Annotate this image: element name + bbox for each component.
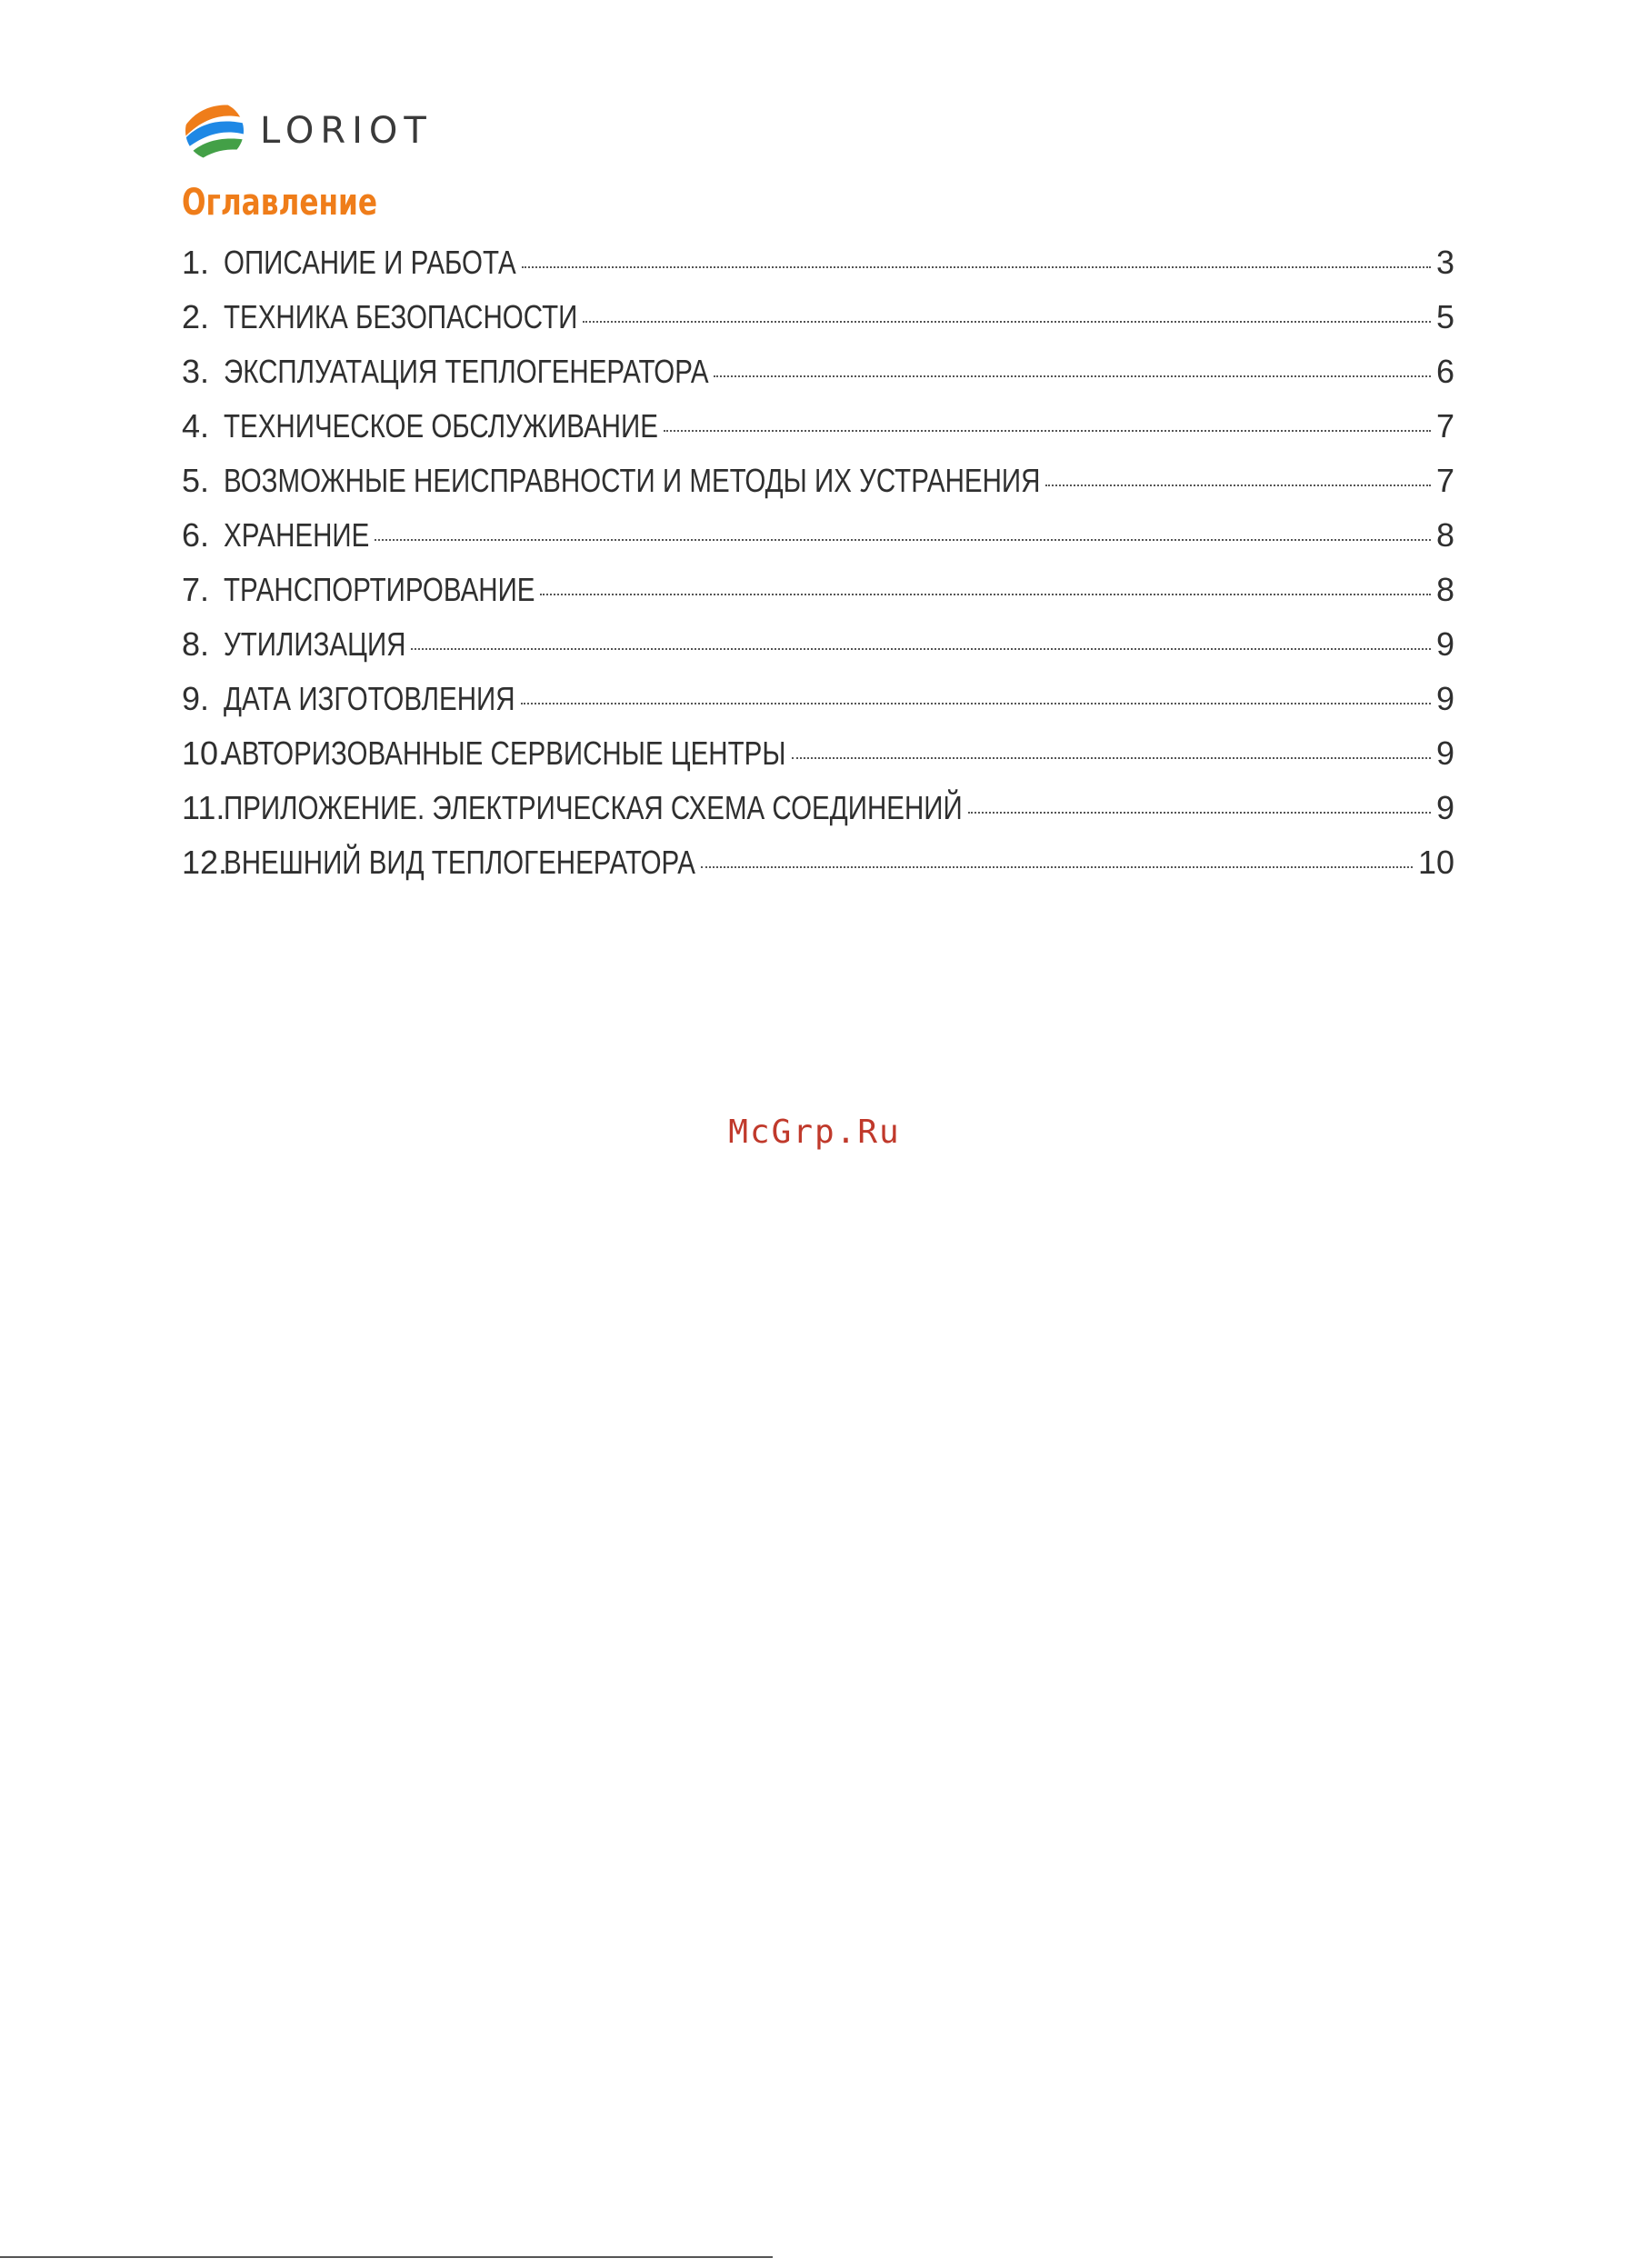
toc-dot-leader bbox=[664, 430, 1431, 432]
toc-entry-title: ТЕХНИЧЕСКОЕ ОБСЛУЖИВАНИЕ bbox=[224, 407, 658, 445]
watermark-text: McGrp.Ru bbox=[728, 1114, 901, 1151]
toc-entry[interactable] bbox=[182, 625, 1454, 680]
toc-entry-number: 7. bbox=[182, 571, 210, 608]
toc-title: Оглавление bbox=[182, 182, 378, 224]
toc-entry-title: ТРАНСПОРТИРОВАНИЕ bbox=[224, 571, 535, 608]
toc-dot-leader bbox=[714, 375, 1431, 377]
toc-dot-leader bbox=[521, 703, 1431, 704]
toc-entry-number: 4. bbox=[182, 407, 210, 445]
toc-entry-page-number: 9 bbox=[1435, 680, 1454, 717]
toc-entry[interactable] bbox=[182, 571, 1454, 625]
toc-entry-page-number: 9 bbox=[1435, 625, 1454, 663]
toc-dot-leader bbox=[411, 648, 1431, 650]
toc-entry-number: 8. bbox=[182, 625, 210, 663]
table-of-contents bbox=[182, 244, 1454, 898]
footer-divider bbox=[0, 2256, 773, 2258]
toc-dot-leader bbox=[1045, 485, 1431, 486]
toc-entry-page-number: 3 bbox=[1435, 244, 1454, 281]
toc-entry-title: ЭКСПЛУАТАЦИЯ ТЕПЛОГЕНЕРАТОРА bbox=[224, 353, 709, 390]
toc-entry-number: 12. bbox=[182, 844, 228, 881]
toc-entry[interactable] bbox=[182, 244, 1454, 298]
toc-entry-title: АВТОРИЗОВАННЫЕ СЕРВИСНЫЕ ЦЕНТРЫ bbox=[224, 734, 786, 772]
toc-dot-leader bbox=[968, 812, 1431, 814]
toc-entry-page-number: 9 bbox=[1435, 734, 1454, 772]
toc-entry-title: ПРИЛОЖЕНИЕ. ЭЛЕКТРИЧЕСКАЯ СХЕМА СОЕДИНЕНИЙ bbox=[224, 789, 963, 826]
toc-entry-title: УТИЛИЗАЦИЯ bbox=[224, 625, 406, 663]
toc-entry[interactable] bbox=[182, 516, 1454, 571]
toc-entry[interactable] bbox=[182, 734, 1454, 789]
loriot-emblem-icon bbox=[182, 98, 247, 164]
toc-entry-number: 6. bbox=[182, 516, 210, 554]
toc-dot-leader bbox=[375, 539, 1431, 541]
toc-entry-page-number: 7 bbox=[1435, 462, 1454, 499]
brand-name: LORIOT bbox=[260, 110, 433, 152]
toc-entry-title: ДАТА ИЗГОТОВЛЕНИЯ bbox=[224, 680, 515, 717]
toc-entry-title: ВОЗМОЖНЫЕ НЕИСПРАВНОСТИ И МЕТОДЫ ИХ УСТРАНЕНИЯ bbox=[224, 462, 1041, 499]
toc-entry[interactable] bbox=[182, 407, 1454, 462]
toc-dot-leader bbox=[583, 321, 1431, 323]
toc-dot-leader bbox=[540, 594, 1431, 595]
toc-entry-page-number: 8 bbox=[1435, 571, 1454, 608]
toc-dot-leader bbox=[792, 757, 1431, 759]
toc-entry-title: ТЕХНИКА БЕЗОПАСНОСТИ bbox=[224, 298, 578, 335]
toc-entry-number: 11. bbox=[182, 789, 225, 826]
toc-entry-number: 5. bbox=[182, 462, 210, 499]
toc-entry-page-number: 6 bbox=[1435, 353, 1454, 390]
toc-entry-number: 2. bbox=[182, 298, 210, 335]
toc-entry-title: ХРАНЕНИЕ bbox=[224, 516, 370, 554]
toc-entry-page-number: 10 bbox=[1417, 844, 1454, 881]
toc-entry-title: ОПИСАНИЕ И РАБОТА bbox=[224, 244, 516, 281]
toc-dot-leader bbox=[701, 866, 1413, 868]
toc-entry-page-number: 9 bbox=[1435, 789, 1454, 826]
toc-entry-number: 3. bbox=[182, 353, 210, 390]
toc-dot-leader bbox=[522, 266, 1431, 268]
toc-entry-number: 10. bbox=[182, 734, 228, 772]
toc-entry-page-number: 7 bbox=[1435, 407, 1454, 445]
toc-entry[interactable] bbox=[182, 680, 1454, 734]
toc-entry-number: 1. bbox=[182, 244, 210, 281]
toc-entry[interactable] bbox=[182, 789, 1454, 844]
toc-entry[interactable] bbox=[182, 844, 1454, 898]
toc-entry-number: 9. bbox=[182, 680, 210, 717]
toc-entry-page-number: 8 bbox=[1435, 516, 1454, 554]
brand-logo bbox=[182, 98, 433, 164]
toc-entry[interactable] bbox=[182, 462, 1454, 516]
toc-entry-title: ВНЕШНИЙ ВИД ТЕПЛОГЕНЕРАТОРА bbox=[224, 844, 695, 881]
toc-entry-page-number: 5 bbox=[1435, 298, 1454, 335]
toc-entry[interactable] bbox=[182, 298, 1454, 353]
toc-entry[interactable] bbox=[182, 353, 1454, 407]
